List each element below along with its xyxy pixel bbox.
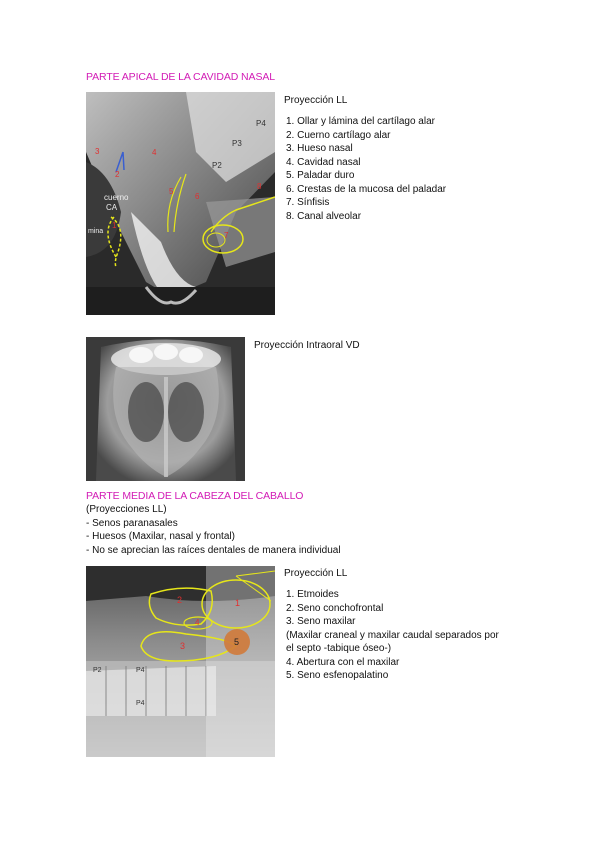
list-item: 2. Seno conchofrontal (286, 602, 384, 614)
label-p4: P4 (136, 700, 145, 707)
marker-1: 1 (112, 221, 117, 230)
list-item: 2. Cuerno cartílago alar (286, 129, 391, 141)
list-item: 4. Abertura con el maxilar (286, 656, 400, 668)
xray-image (86, 337, 245, 481)
list-item: 1. Etmoides (286, 589, 339, 600)
label-cuerno: cuerno (104, 193, 129, 202)
list-item: 3. Hueso nasal (286, 143, 353, 154)
intro-line: (Proyecciones LL) (86, 504, 167, 515)
label-p2: P2 (93, 667, 102, 674)
projection-label-2: Proyección Intraoral VD (254, 340, 360, 351)
marker-5: 5 (234, 637, 240, 647)
projection-label-3: Proyección LL (284, 568, 348, 579)
intro-line: - Huesos (Maxilar, nasal y frontal) (86, 531, 235, 542)
intro-line: - Senos paranasales (86, 517, 178, 529)
intro-line: - No se aprecian las raíces dentales de manera individual (86, 544, 341, 556)
list-item: 7. Sínfisis (286, 197, 330, 208)
list-item: 4. Cavidad nasal (286, 156, 361, 168)
marker-8: 8 (257, 182, 262, 191)
label-p4: P4 (136, 667, 145, 674)
label-p4: P4 (256, 119, 266, 128)
list-item: 1. Ollar y lámina del cartílago alar (286, 116, 435, 127)
list-item: 8. Canal alveolar (286, 210, 362, 222)
label-ca: CA (106, 203, 118, 212)
list-item: el septo -tabique óseo-) (286, 643, 392, 654)
list-item: 5. Paladar duro (286, 170, 355, 181)
section-heading-media: PARTE MEDIA DE LA CABEZA DEL CABALLO (86, 490, 304, 502)
list-item: 5. Seno esfenopalatino (286, 670, 389, 681)
section-heading-apical: PARTE APICAL DE LA CAVIDAD NASAL (86, 71, 275, 83)
marker-1: 1 (235, 598, 241, 608)
marker-4: 4 (195, 618, 200, 627)
marker-7: 7 (224, 231, 229, 240)
marker-2: 2 (115, 170, 120, 179)
xray-lateral-paranasal-sinuses (86, 566, 275, 757)
marker-4: 4 (152, 148, 157, 157)
intro-lines (86, 503, 341, 557)
xray-intraoral-vd (86, 337, 245, 481)
legend-list-1 (286, 115, 446, 223)
marker-2: 2 (177, 595, 183, 605)
label-p3: P3 (232, 139, 242, 148)
marker-3: 3 (95, 147, 100, 156)
marker-5: 5 (169, 187, 174, 196)
projection-label-1: Proyección LL (284, 95, 348, 106)
label-p2: P2 (212, 161, 222, 170)
xray-lateral-nasal-cavity (86, 92, 275, 315)
marker-6: 6 (195, 192, 200, 201)
legend-list-3 (286, 588, 499, 683)
marker-3: 3 (180, 641, 186, 651)
label-lamina: mina (88, 228, 104, 235)
list-item: 3. Seno maxilar (286, 616, 356, 627)
list-item: (Maxilar craneal y maxilar caudal separados por (286, 629, 499, 641)
list-item: 6. Crestas de la mucosa del paladar (286, 183, 447, 195)
